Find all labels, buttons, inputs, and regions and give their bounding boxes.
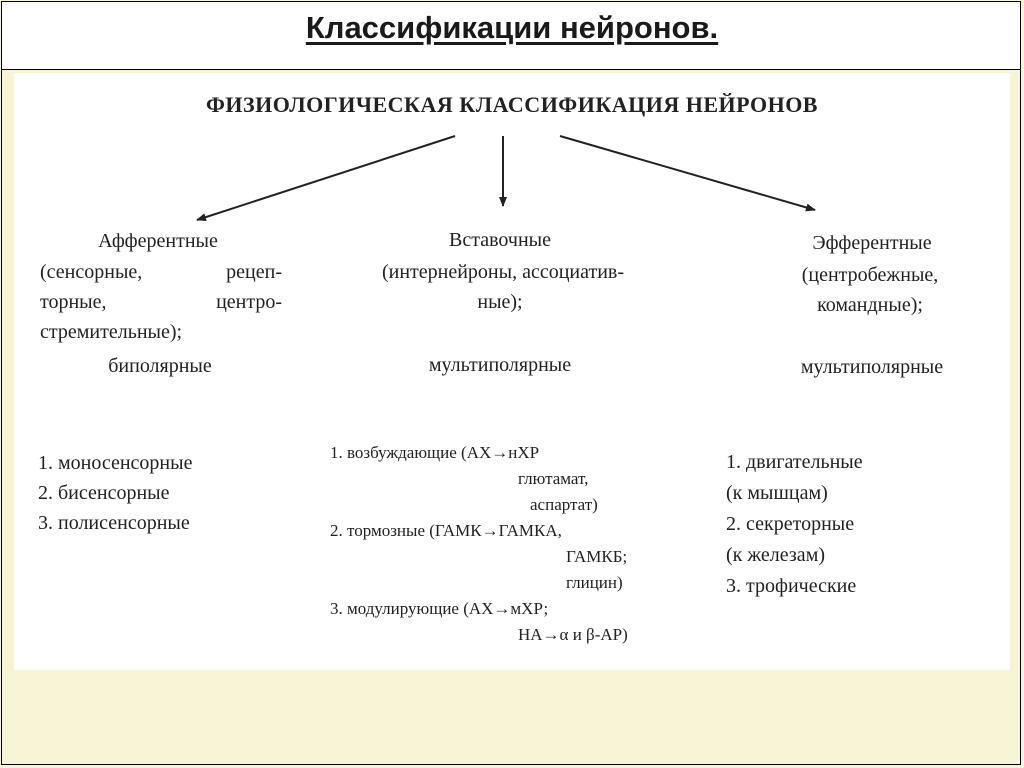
afferent-desc-1: (сенсорные, рецеп- [40,261,282,283]
interneuron-heading: Вставочные [449,229,551,251]
efferent-desc-1: (центробежные, [801,264,939,286]
efferent-list-item: (к железам) [726,544,826,566]
interneuron-list-item: 2. тормозные (ГАМК→ГАМКА, [330,521,562,540]
efferent-list-item: 2. секреторные [726,513,855,535]
efferent-heading: Эфферентные [812,232,932,254]
arrow-left [197,136,455,220]
efferent-list-item: 3. трофические [726,575,857,597]
page-title-text: Классификации нейронов. [305,10,719,45]
arrow-right [560,136,815,210]
afferent-type: биполярные [108,355,212,377]
afferent-list-item: 2. бисенсорные [38,482,170,504]
interneuron-list-item: 3. модулирующие (АХ→мХР; [330,599,549,618]
interneuron-list-item: НА→α и β-АР) [518,625,628,644]
afferent-desc-3: стремительные); [40,321,183,343]
afferent-list-item: 1. моносенсорные [38,452,193,474]
afferent-list [38,448,192,538]
afferent-heading: Афферентные [98,230,218,252]
interneuron-list-item: 1. возбуждающие (АХ→нХР [330,443,540,462]
efferent-type: мультиполярные [800,356,944,378]
interneuron-list-item: ГАМКБ; [566,547,628,566]
interneuron-list-item: глютамат, [518,469,589,488]
interneuron-desc-2: ные); [477,291,523,313]
afferent-list-item: 3. полисенсорные [38,512,190,534]
efferent-desc-2: командные); [817,294,923,316]
afferent-desc-2: торные, центро- [40,291,282,313]
interneuron-list-item: аспартат) [530,495,598,514]
interneuron-type: мультиполярные [428,354,572,376]
interneuron-desc-1: (интернейроны, ассоциатив- [381,261,625,283]
interneuron-list [330,440,690,648]
efferent-list-item: 1. двигательные [726,451,863,473]
diagram-root: ФИЗИОЛОГИЧЕСКАЯ КЛАССИФИКАЦИЯ НЕЙРОНОВ [205,92,818,117]
efferent-list-item: (к мышцам) [726,482,828,504]
efferent-list [726,447,863,602]
interneuron-list-item: глицин) [566,573,623,592]
